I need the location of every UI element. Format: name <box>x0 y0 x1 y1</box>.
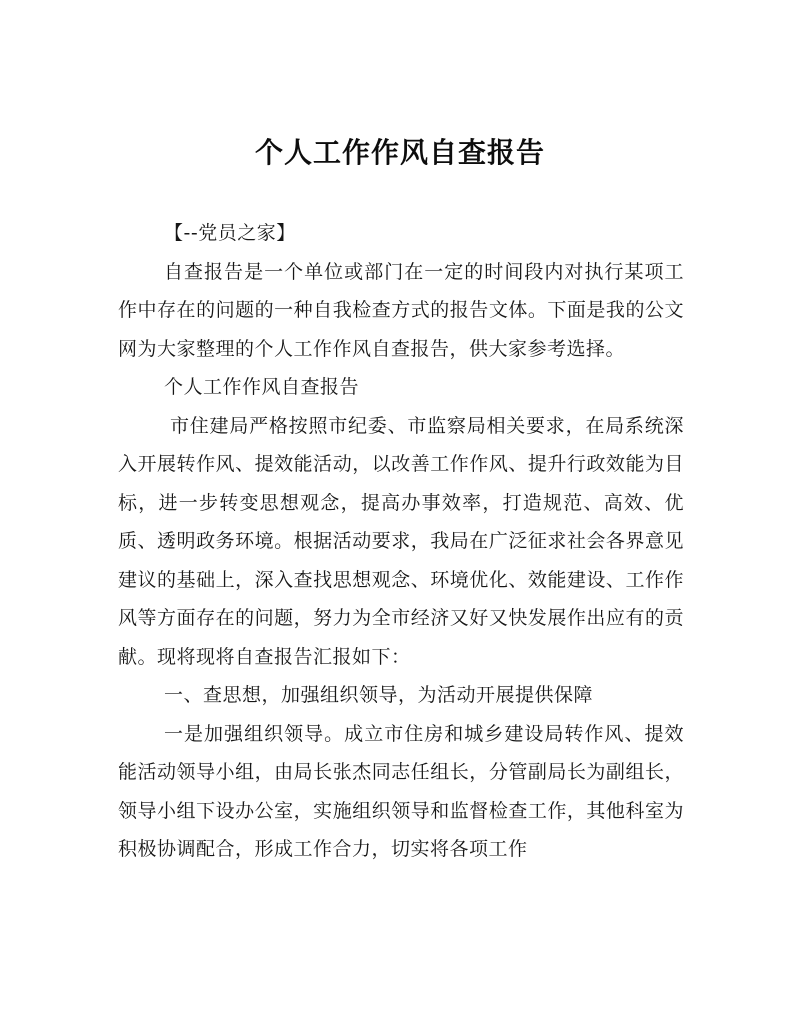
document-title: 个人工作作风自查报告 <box>254 136 545 169</box>
overview-paragraph: 市住建局严格按照市纪委、市监察局相关要求，在局系统深入开展转作风、提效能活动，以改善工作作风、提升行政效能为目标，进一步转变思想观念，提高办事效率，打造规范、高效、优质、透明政务环境。根据活动要求，我局在广泛征求社会各界意见建议的基础上，深入查找思想观念、环境优化、效能建设、工作作风等方面存在的问题，努力为全市经济又好又快发展作出应有的贡献。现将现将自查报告汇报如下： <box>118 414 684 668</box>
source-tag: 【--党员之家】 <box>164 222 296 244</box>
document-body <box>118 214 684 869</box>
subtitle-paragraph: 个人工作作风自查报告 <box>164 376 360 398</box>
intro-paragraph: 自查报告是一个单位或部门在一定的时间段内对执行某项工作中存在的问题的一种自我检查方式的报告文体。下面是我的公文网为大家整理的个人工作作风自查报告，供大家参考选择。 <box>118 260 684 360</box>
section-heading: 一、查思想，加强组织领导，为活动开展提供保障 <box>164 684 594 706</box>
section-paragraph: 一是加强组织领导。成立市住房和城乡建设局转作风、提效能活动领导小组，由局长张杰同志任组长，分管副局长为副组长，领导小组下设办公室，实施组织领导和监督检查工作，其他科室为积极协调配合，形成工作合力，切实将各项工作 <box>118 722 684 860</box>
